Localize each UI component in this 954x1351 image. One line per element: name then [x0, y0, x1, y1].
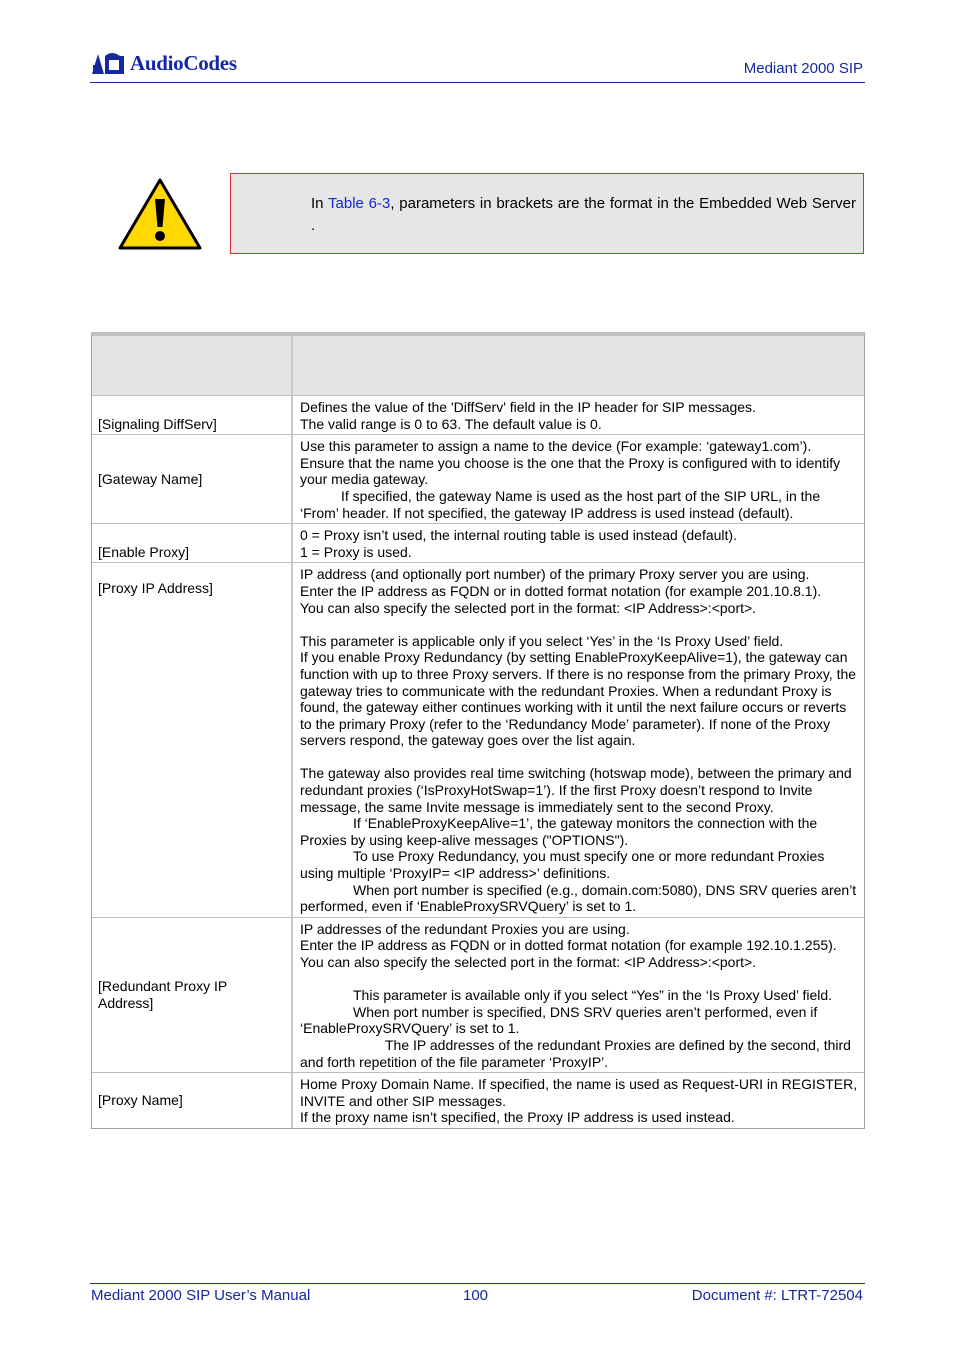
parameter-description: Defines the value of the 'DiffServ' field in the IP header for SIP messages. The valid range is 0 to 63. The default value is 0.	[300, 399, 756, 432]
table-row	[92, 395, 864, 434]
table-row	[92, 917, 864, 1072]
logo-mark-icon	[90, 50, 126, 76]
table-row	[92, 523, 864, 562]
table-header-row	[92, 336, 864, 395]
note-text: In Table 6-3, parameters in brackets are the format in the Embedded Web Server .	[311, 195, 856, 234]
parameter-description: Use this parameter to assign a name to the device (For example: ‘gateway1.com’). Ensure that the name you choose is the one that the Proxy is configured with to identify your media gateway. If specified, the gateway Name is used as the host part of the SIP URL, in the ‘From’ header. If not specified, the gateway IP address is used instead (default).	[300, 438, 841, 521]
parameter-name: [Redundant Proxy IP Address]	[92, 918, 293, 1072]
audiocodes-logo	[90, 48, 237, 78]
parameters-table	[91, 332, 865, 1129]
parameter-name: [Gateway Name]	[92, 435, 293, 523]
parameter-name: [Enable Proxy]	[92, 524, 293, 562]
warning-icon	[117, 177, 203, 251]
footer-manual-title: Mediant 2000 SIP User’s Manual	[91, 1287, 311, 1304]
page-number: 100	[463, 1287, 489, 1304]
table-row	[92, 1072, 864, 1128]
parameter-description: IP addresses of the redundant Proxies you are using. Enter the IP address as FQDN or in dotted format notation (for example 192.10.1.255). You can also specify the selected port in the format: <IP Address>:<port>. This parameter is available only if you select “Yes” in the ‘Is Proxy Used’ field. When port number is specified, DNS SRV queries aren’t performed, even if ‘EnableProxySRVQuery’ is set to 1. The IP addresses of the redundant Proxies are defined by the second, third and forth repetition of the file parameter ‘ProxyIP’.	[300, 920, 851, 1070]
document-number: Document #: LTRT-72504	[691, 1287, 863, 1304]
page-footer	[90, 1283, 865, 1304]
parameter-description: Home Proxy Domain Name. If specified, the name is used as Request-URI in REGISTER, INVITE and other SIP messages. If the proxy name isn’t specified, the Proxy IP address is used instead.	[300, 1076, 858, 1126]
parameter-description: IP address (and optionally port number) of the primary Proxy server you are using. Enter the IP address as FQDN or in dotted format notation (for example 201.10.8.1). You can also specify the selected port in the format: <IP Address>:<port>. This parameter is applicable only if you select ‘Yes’ in the ‘Is Proxy Used’ field. If you enable Proxy Redundancy (by setting EnableProxyKeepAlive=1), the gateway can function with up to three Proxy servers. If there is no response from the primary Proxy, the gateway tries to communicate with the redundant Proxies. When a redundant Proxy is found, the gateway either continues working with it until the next failure occurs or reverts to the primary Proxy (refer to the ‘Redundancy Mode’ parameter). If none of the Proxy servers respond, the gateway goes over the list again. The gateway also provides real time switching (hotswap mode), between the primary and redundant proxies (‘IsProxyHotSwap=1’). If the first Proxy doesn’t respond to Invite message, the same Invite message is immediately sent to the second Proxy. If ‘EnableProxyKeepAlive=1’, the gateway monitors the connection with the Proxies by using keep-alive messages ("OPTIONS"). To use Proxy Redundancy, you must specify one or more redundant Proxies using multiple ‘ProxyIP= <IP address>’ definitions. When port number is specified (e.g., domain.com:5080), DNS SRV queries aren’t performed, even if ‘EnableProxySRVQuery’ is set to 1.	[300, 566, 857, 915]
parameter-name: [Proxy IP Address]	[92, 563, 293, 916]
note-box	[230, 173, 864, 254]
header-cell-parameter	[92, 336, 293, 395]
logo-text: AudioCodes	[130, 50, 237, 75]
header-product-name: Mediant 2000 SIP	[743, 60, 863, 77]
table-row	[92, 562, 864, 916]
page-header	[90, 46, 865, 83]
parameter-name: [Signaling DiffServ]	[92, 396, 293, 434]
table-reference-link[interactable]: Table 6-3	[328, 195, 391, 212]
parameter-name: [Proxy Name]	[92, 1073, 293, 1128]
header-cell-description	[293, 336, 864, 395]
parameter-description: 0 = Proxy isn’t used, the internal routing table is used instead (default). 1 = Proxy is used.	[300, 527, 737, 560]
table-row	[92, 434, 864, 523]
